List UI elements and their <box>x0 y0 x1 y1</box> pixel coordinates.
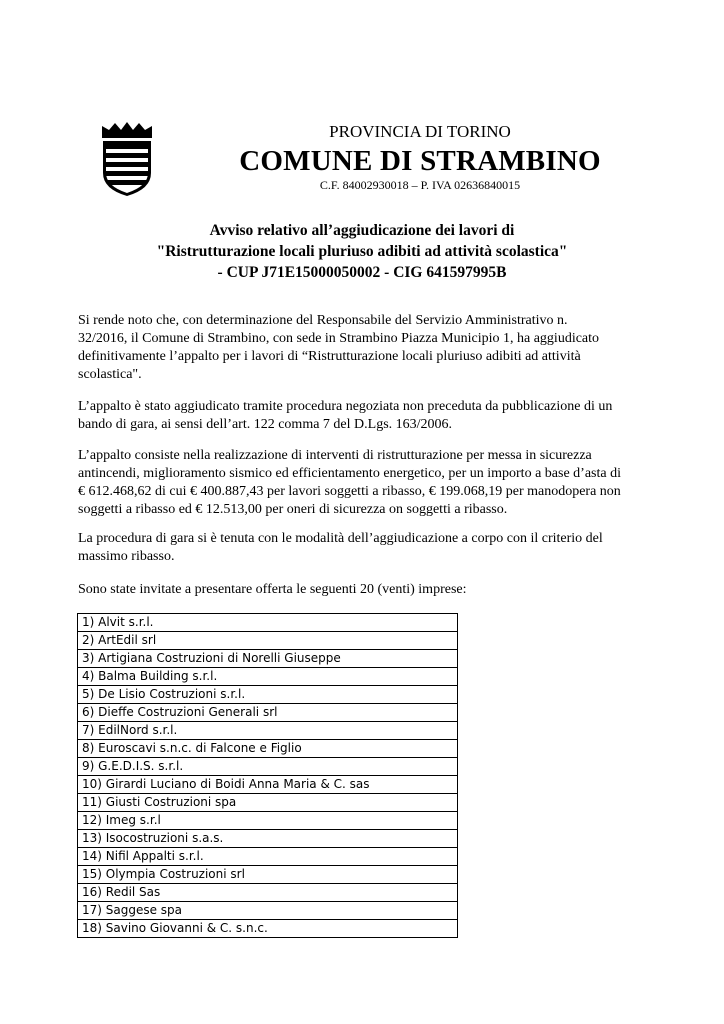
table-row <box>78 884 458 902</box>
text-line: Si rende noto che, con determinazione del Responsabile del Servizio Amministrativo n. <box>78 313 568 328</box>
company-name: 13) Isocostruzioni s.a.s. <box>78 830 458 848</box>
paragraph-amounts <box>78 447 658 519</box>
company-name: 15) Olympia Costruzioni srl <box>78 866 458 884</box>
province-name: PROVINCIA DI TORINO <box>329 122 511 141</box>
fiscal-codes: C.F. 84002930018 – P. IVA 02636840015 <box>319 178 521 192</box>
text-line: massimo ribasso. <box>78 549 175 564</box>
company-name: 3) Artigiana Costruzioni di Norelli Giuseppe <box>78 650 458 668</box>
table-row <box>78 902 458 920</box>
company-name: 7) EdilNord s.r.l. <box>78 722 458 740</box>
text-line: bando di gara, ai sensi dell’art. 122 comma 7 del D.Lgs. 163/2006. <box>78 417 453 432</box>
table-row <box>78 614 458 632</box>
municipal-crest-icon <box>99 121 155 197</box>
table-row <box>78 650 458 668</box>
text-line: 32/2016, il Comune di Strambino, con sede in Strambino Piazza Municipio 1, ha aggiudicato <box>78 331 600 346</box>
company-name: 8) Euroscavi s.n.c. di Falcone e Figlio <box>78 740 458 758</box>
company-name: 5) De Lisio Costruzioni s.r.l. <box>78 686 458 704</box>
text-line: La procedura di gara si è tenuta con le modalità dell’aggiudicazione a corpo con il criterio del <box>78 531 603 546</box>
table-row <box>78 722 458 740</box>
table-row <box>78 848 458 866</box>
company-name: 17) Saggese spa <box>78 902 458 920</box>
text-line: € 612.468,62 di cui € 400.887,43 per lavori soggetti a ribasso, € 199.068,19 per manodopera non <box>78 484 621 499</box>
comune-name: COMUNE DI STRAMBINO <box>239 145 601 177</box>
text-line: antincendi, miglioramento sismico ed efficientamento energetico, per un importo a base d’asta di <box>78 466 621 481</box>
text-line: scolastica". <box>78 367 142 382</box>
table-row <box>78 740 458 758</box>
paragraph-criteria <box>78 530 658 566</box>
notice-title-line-1: Avviso relativo all’aggiudicazione dei lavori di <box>209 222 515 239</box>
table-row <box>78 632 458 650</box>
company-name: 11) Giusti Costruzioni spa <box>78 794 458 812</box>
table-row <box>78 920 458 938</box>
text-line: definitivamente l’appalto per i lavori di “Ristrutturazione locali pluriuso adibiti ad attività <box>78 349 581 364</box>
notice-title-line-2: "Ristrutturazione locali pluriuso adibiti ad attività scolastica" <box>156 243 568 260</box>
paragraph-invited <box>78 581 658 599</box>
company-name: 2) ArtEdil srl <box>78 632 458 650</box>
table-row <box>78 866 458 884</box>
company-name: 1) Alvit s.r.l. <box>78 614 458 632</box>
table-row <box>78 794 458 812</box>
company-name: 10) Girardi Luciano di Boidi Anna Maria & C. sas <box>78 776 458 794</box>
companies-table <box>77 613 458 938</box>
table-row <box>78 758 458 776</box>
text-line: L’appalto consiste nella realizzazione di interventi di ristrutturazione per messa in sicurezza <box>78 448 592 463</box>
text-line: soggetti a ribasso ed € 12.513,00 per oneri di sicurezza on soggetti a ribasso. <box>78 502 508 517</box>
text-line: L’appalto è stato aggiudicato tramite procedura negoziata non preceduta da pubblicazione di un <box>78 399 613 414</box>
company-name: 16) Redil Sas <box>78 884 458 902</box>
company-name: 12) Imeg s.r.l <box>78 812 458 830</box>
text-line: Sono state invitate a presentare offerta le seguenti 20 (venti) imprese: <box>78 582 467 597</box>
table-row <box>78 704 458 722</box>
table-row <box>78 812 458 830</box>
company-name: 9) G.E.D.I.S. s.r.l. <box>78 758 458 776</box>
company-name: 18) Savino Giovanni & C. s.n.c. <box>78 920 458 938</box>
table-row <box>78 830 458 848</box>
company-name: 14) Nifil Appalti s.r.l. <box>78 848 458 866</box>
notice-title-line-3: - CUP J71E15000050002 - CIG 641597995B <box>217 264 507 281</box>
table-row <box>78 776 458 794</box>
company-name: 6) Dieffe Costruzioni Generali srl <box>78 704 458 722</box>
table-row <box>78 686 458 704</box>
paragraph-procedure <box>78 398 658 434</box>
paragraph-determination <box>78 312 658 384</box>
company-name: 4) Balma Building s.r.l. <box>78 668 458 686</box>
table-row <box>78 668 458 686</box>
